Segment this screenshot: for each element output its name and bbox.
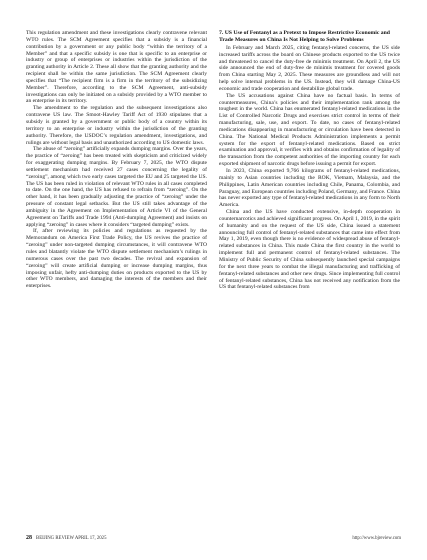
paragraph: In February and March 2025, citing fentanyl-related concerns, the US side increased tariffs across the board on Chinese products exported to the US twice and threatened to cancel the duty-free de minimis treatment. On April 2, the US side announced the end of duty-free de minimis treatment for covered goods from China starting May 2, 2025. These measures are groundless and will not help solve internal problems in the US. Instead, they will damage China-US economic and trade cooperation and destabilize global trade. xyxy=(219,44,400,92)
paragraph: This regulation amendment and these investigations clearly contravene relevant WTO rules. The SCM Agreement specifies that a subsidy is a financial contribution by a government or any public body “within the territory of a Member” and that a specific subsidy is one that is specific to an enterprise or industry or group of enterprises or industries within the jurisdiction of the granting authority in Article 2. These all show that the granting authority and the recipient shall be within the same jurisdiction. The SCM Agreement clearly specifies that “The recipient firm is a firm in the territory of the subsidizing Member”. Therefore, according to the SCM Agreement, anti-subsidy investigations can only be initiated on a subsidy provided by a WTO member to an enterprise in its territory. xyxy=(26,30,207,105)
paragraph: The amendment to the regulation and the subsequent investigations also contravene US law. The Smoot-Hawley Tariff Act of 1930 stipulates that a subsidy is granted by a government or public body of a country within its territory to an enterprise or industry within the jurisdiction of the granting authority. Therefore, the USDOC’s regulation amendment, investigations, and rulings are without legal basis and unauthorized according to US domestic laws. xyxy=(26,105,207,146)
paragraph: In 2023, China exported 9,766 kilograms of fentanyl-related medications, mainly to Asian countries including the ROK, Vietnam, Malaysia, and the Philippines, Latin American countries including Chile, Panama, Colombia, and Paraguay, and European countries including Poland, Germany, and France. China has never exported any type of fentanyl-related medications in any form to North America. xyxy=(219,168,400,209)
page-number: 28 xyxy=(26,535,32,541)
publication-line: BEIJING REVIEW APRIL 17, 2025 xyxy=(36,536,107,541)
text-columns xyxy=(26,30,401,291)
paragraph: The abuse of “zeroing” artificially expands dumping margins. Over the years, the practice of “zeroing” has been treated with skepticism and criticized widely for exaggerating dumping margins. By February 7, 2025, the WTO dispute settlement mechanism had received 27 cases concerning the legality of “zeroing”, among which two early cases targeted the EU and 25 targeted the US. The US has been ruled in violation of relevant WTO rules in all cases completed to date. On the one hand, the US has refused to refrain from “zeroing”. On the other hand, it has been gradually adjusting the practice of “zeroing” under the pressure of constant legal setbacks. But the US still takes advantage of the ambiguity in the Agreement on Implementation of Article VI of the General Agreement on Tariffs and Trade 1994 (Anti-dumping Agreement) and insists on applying “zeroing” in cases where it considers “targeted dumping” exists. xyxy=(26,146,207,228)
paragraph: The US accusations against China have no factual basis. In terms of countermeasures, China’s policies and their implementation rank among the toughest in the world. China has enumerated fentanyl-related medications in the List of Controlled Narcotic Drugs and exercises strict control in terms of their manufacturing, sale, use, and export. To date, no cases of fentanyl-related medications disappearing in manufacturing or circulation have been detected in China. The National Medical Products Administration implements a permit system for the export of fentanyl-related medications. Based on strict examination and approval, it verifies with and obtains confirmation of legality of the transaction from the competent authorities of the importing country for each exported shipment of narcotic drugs before issuing a permit for export. xyxy=(219,92,400,168)
footer-left xyxy=(26,535,106,541)
paragraph: China and the US have conducted extensive, in-depth cooperation in counternarcotics and achieved significant progress. On April 1, 2019, in the spirit of humanity and on the request of the US side, China issued a statement announcing full control of fentanyl-related substances that came into effect from May 1, 2019, even though there is no evidence of widespread abuse of fentanyl-related substances in China. This made China the first country in the world to implement full and permanent control of fentanyl-related substances. The Ministry of Public Security of China subsequently launched special campaigns for the next three years to combat the illegal manufacturing and trafficking of fentanyl-related substances and other new drugs. Since implementing full control of fentanyl-related substances, China has not received any notification from the US that fentanyl-related substances from xyxy=(219,209,400,291)
website-url: http://www.bjreview.com xyxy=(352,536,401,541)
paragraph: If, after reviewing its policies and regulations as requested by the Memorandum on America First Trade Policy, the US revives the practice of “zeroing” under non-targeted dumping circumstances, it will contravene WTO rules and blatantly violate the WTO dispute settlement mechanism’s rulings in numerous cases over the past two decades. The revival and expansion of “zeroing” will create artificial dumping or increase dumping margins, thus imposing unfair, hefty anti-dumping duties on products exported to the US by other WTO members, and damaging the interests of the members and their enterprises. xyxy=(26,228,207,290)
section-heading: 7. US Use of Fentanyl as a Pretext to Impose Restrictive Economic and Trade Measures on China Is Not Helping to Solve Problems xyxy=(219,30,390,43)
page-footer xyxy=(26,535,401,541)
left-column xyxy=(26,30,207,291)
right-column xyxy=(219,30,400,291)
